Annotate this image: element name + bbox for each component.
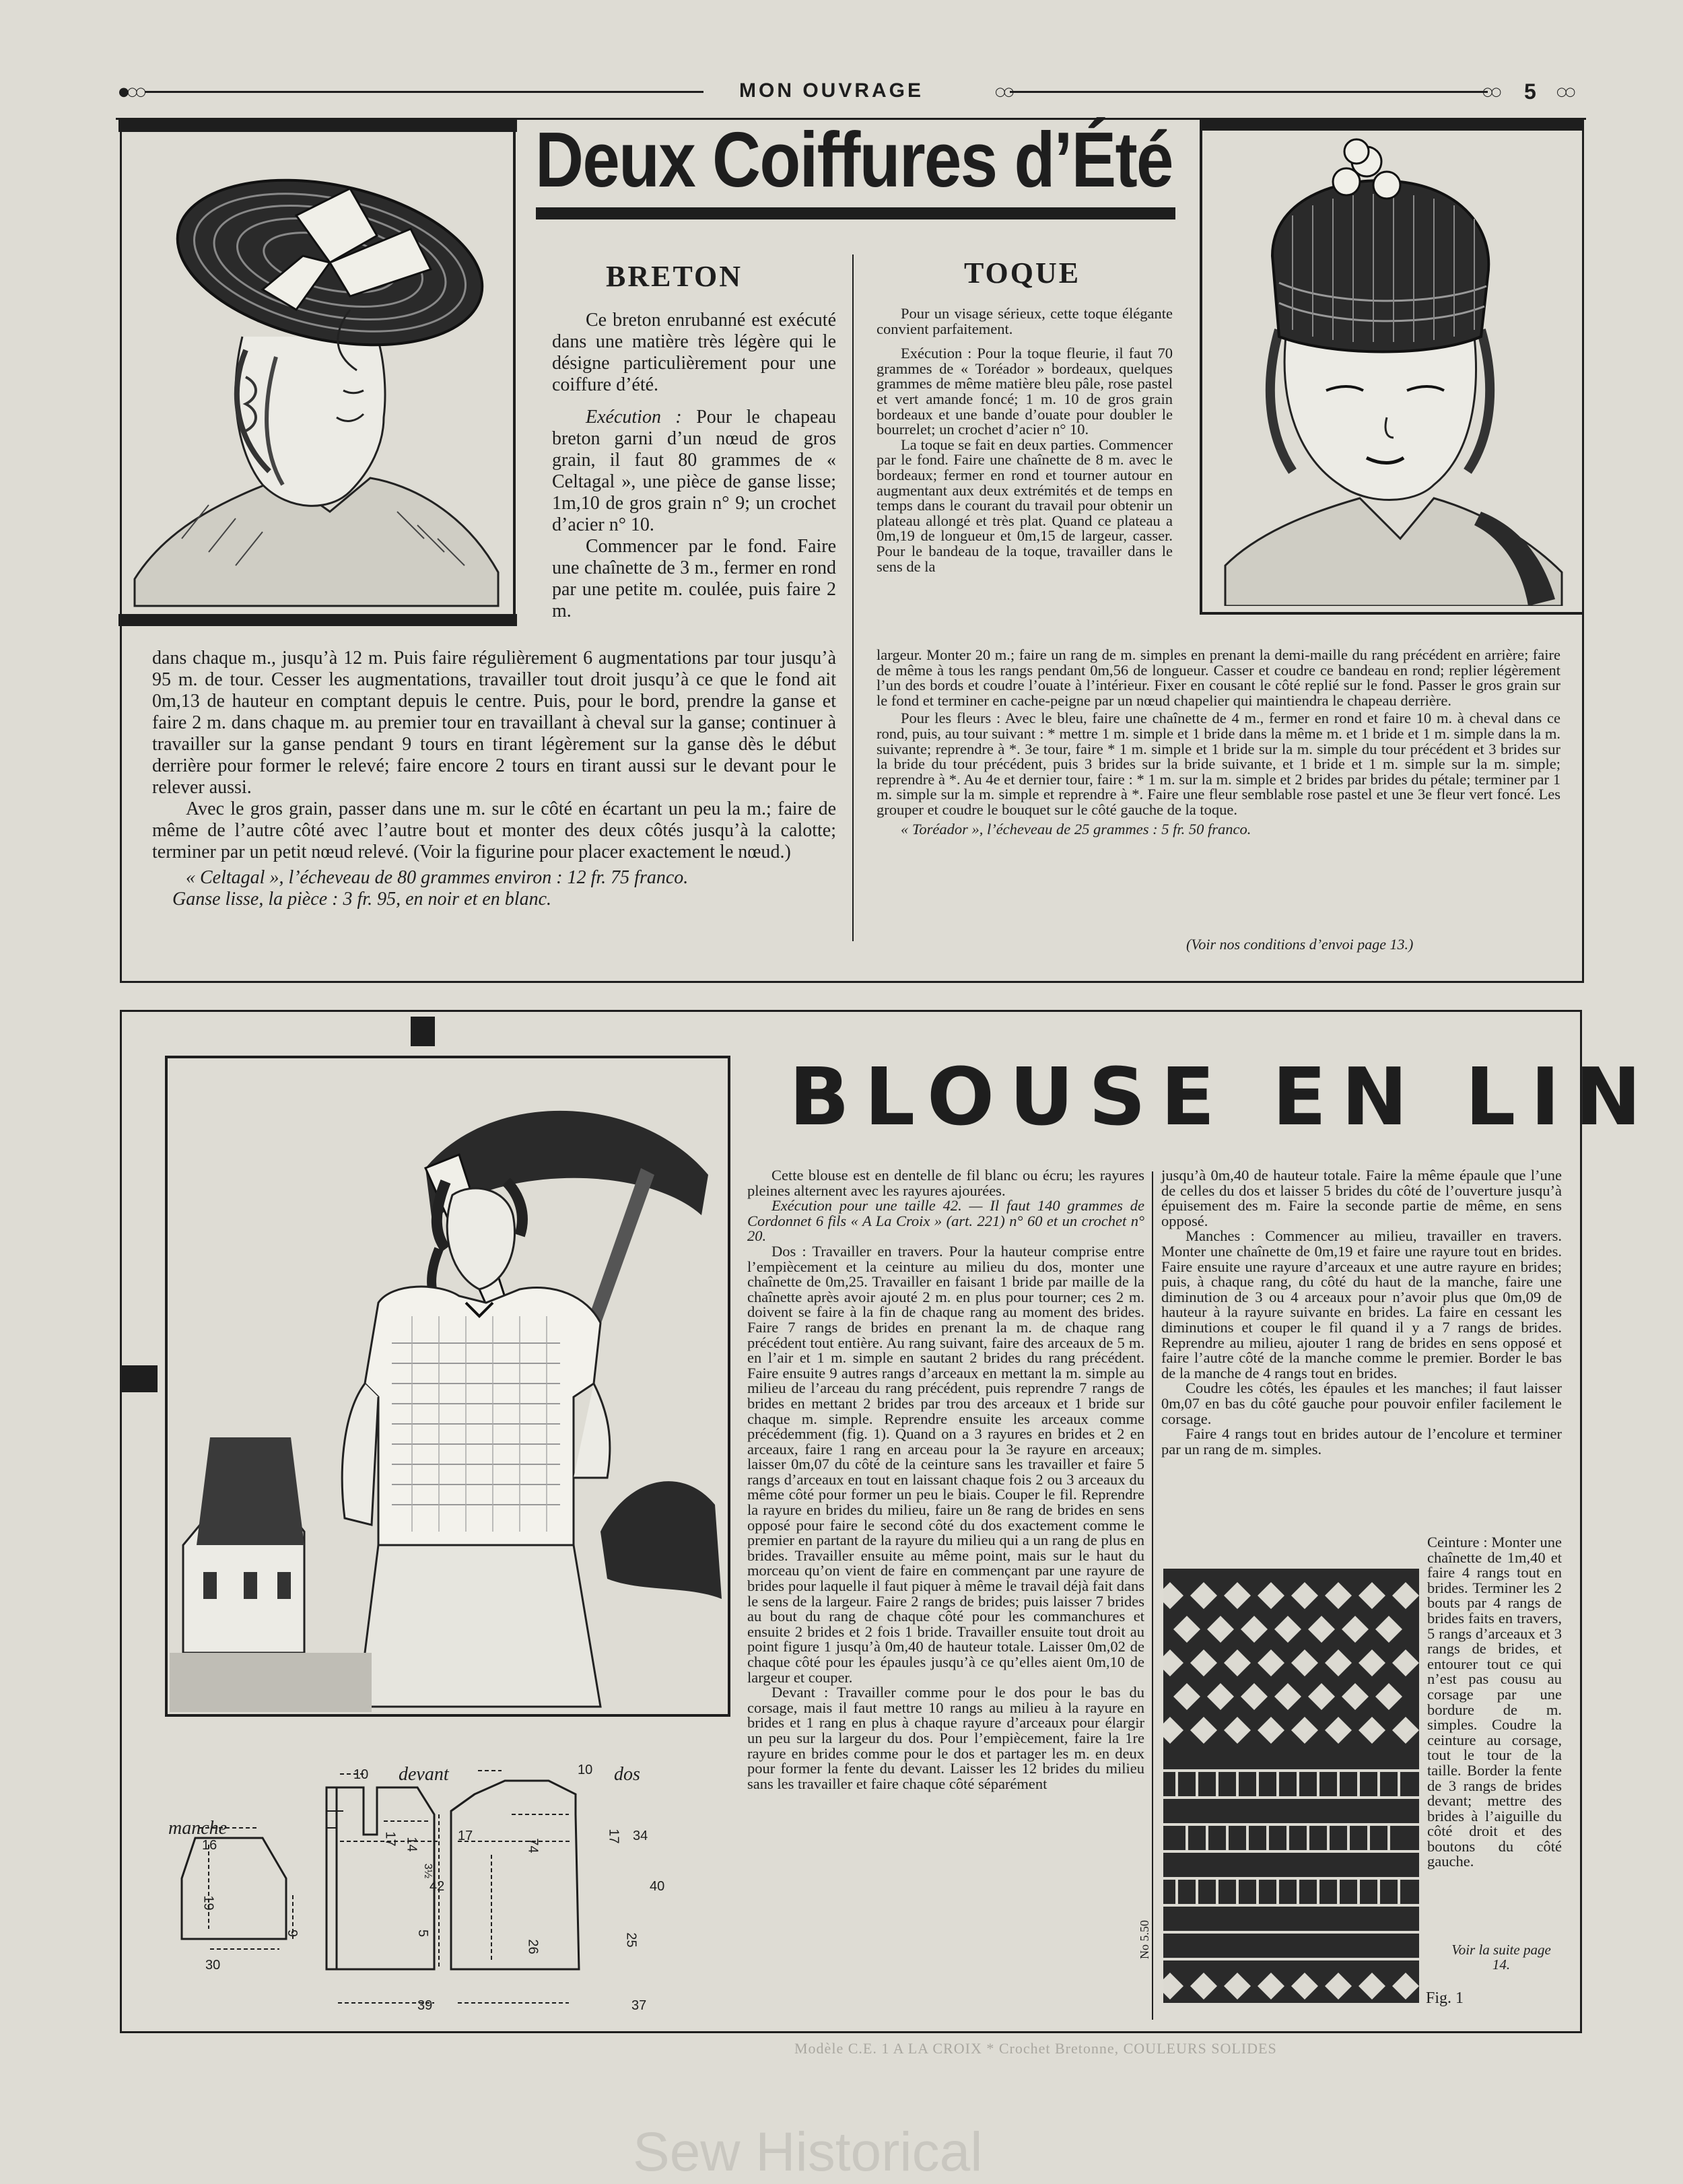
fig1-crochet-swatch [1163, 1569, 1419, 2003]
dos-dim-c: 34 [633, 1829, 648, 1843]
devant-dim-h: 26 [525, 1939, 541, 1954]
article2-left-rule [120, 1010, 122, 2033]
blouse-col2-p3: Coudre les côtés, les épaules et les manches; il faut laisser 0m,07 en bas du côté gauche pour pouvoir enfiler facilement le corsage. [1161, 1379, 1562, 1427]
breton-frame-bottom [118, 614, 517, 626]
dos-dim-a: 10 [578, 1763, 593, 1777]
blouse-col1-p2: Exécution pour une taille 42. — Il faut 140 grammes de Cordonnet 6 fils « A La Croix » (art. 221) n° 60 et un crochet n° 20. [747, 1197, 1144, 1245]
blouse-col2-p5: Ceinture : Monter une chaînette de 1m,40 et faire 4 rangs tout en brides. Terminer les 2 bouts par 4 rangs de brides faits en travers, 5 rangs d’arceaux et 3 rangs de brides, et entourer tout ce qui n’est pas cousu au corsage par une bordure de m. simples. Coudre la ceinture au corsage, tout le tour de la taille. Border la fente de 3 rangs de brides devant; mettre des brides à l’aiguille du côté droit et des boutons du côté gauche. [1427, 1534, 1562, 1870]
devant-piece [337, 1787, 434, 1969]
toque-frame-left [1200, 120, 1202, 615]
devant-dim-i: 39 [417, 1998, 433, 2013]
devant-dim-j: 74 [525, 1838, 541, 1853]
toque-lower-text [877, 648, 1560, 837]
blouse-col2-top [1161, 1168, 1562, 1457]
header-rule-right [1010, 91, 1488, 93]
article2-bottom-rule [120, 2031, 1582, 2033]
breton-lower-text [152, 648, 836, 910]
dos-piece [451, 1781, 579, 1969]
fig1-side-label: No 5.50 [1138, 1920, 1151, 1959]
toque-exec: Exécution : Pour la toque fleurie, il faut 70 grammes de « Toréador » bordeaux, quelques grammes de même matière bleu pâle, rose pastel et vert amande foncé; 1 m. 10 de gros grain bordeaux et une bande d’ouate pour doubler le bourrelet; un crochet d’acier n° 10. [877, 345, 1173, 438]
breton-p2-cont: dans chaque m., jusqu’à 12 m. Puis faire régulièrement 6 augmentations par tour jusqu’à 95 m. de tour. Cesser les augmentations, travailler tout droit jusqu’à ce que le fond ait 0m,13 de hauteur en comptant depuis le centre. Puis, pour le bord, prendre la ganse et faire 2 m. dans chaque m. au premier tour en travaillant à cheval sur la ganse; continuer à travailler sur la ganse pendant 9 tours en tirant légèrement sur la ganse dès le début derrière pour former le relevé; faire encore 2 tours en tirant aussi sur le devant pour le relever aussi. [152, 648, 836, 798]
manche-piece [182, 1838, 286, 1939]
ornament-square-top [411, 1017, 435, 1046]
breton-price1: « Celtagal », l’écheveau de 80 grammes environ : 12 fr. 75 franco. [186, 867, 689, 888]
breton-upper-text [552, 310, 836, 622]
toque-intro: Pour un visage sérieux, cette toque élégante convient parfaitement. [877, 305, 1173, 337]
toque-frame-top [1200, 120, 1583, 131]
toque-p3: Pour les fleurs : Avec le bleu, faire une chaînette de 4 m., fermer en rond et faire 10 m. à cheval dans ce rond, puis, au tour suivant : * mettre 1 m. simple et 1 bride dans la même m. et 1 bride et 1 m. simple dans la m. suivante; reprendre à *. 3e tour, faire * 1 m. simple et 1 bride sur la m. simple du tour précédent et 3 brides sur la bride du tour précédent, puis 3 brides sur la bride suivante, et 1 bride et 1 m. simple sur la m. simple; reprendre à *. Au 4e et dernier tour, faire : * 1 m. sur la m. simple et 2 brides par brides du pétale; terminer par 1 m. simple sur la m. simple et reprendre à *. Faire une fleur semblable rose pastel et une 3e fleur vert foncé. Les grouper et coudre le bouquet sur le côté gauche de la toque. [877, 710, 1560, 818]
toque-p2: La toque se fait en deux parties. Commencer par le fond. Faire une chaînette de 8 m. avec le bordeaux; fermer en rond et tourner autour en augmentant aux deux extrémités et de temps en temps dans le courant du travail pour obtenir un plateau allongé et très plat. Quand ce plateau a 0m,19 de longueur et 0m,15 de largeur, casser. Pour le bandeau de la toque, travailler dans le sens de la [877, 436, 1173, 575]
devant-dim-e: 17 [458, 1829, 473, 1843]
devant-dim-g: 5 [415, 1929, 431, 1938]
toque-note: (Voir nos conditions d’envoi page 13.) [1186, 936, 1414, 953]
blouse-col1-p3: Dos : Travailler en travers. Pour la hauteur comprise entre l’empiècement et la ceinture au milieu du dos, monter une chaînette de 0m,25. Travailler en faisant 1 bride par maille de la chaînette après avoir ajouté 2 m. en plus pour tourner; ces 2 m. doivent se faire à la fin de chaque rang au moment des brides. Faire 7 rangs de brides en prenant la m. de chaque rang précédent tout entière. Au rang suivant, faire des arceaux de 5 m. en l’air et 1 m. simple en sautant 2 brides du rang précédent. Faire ensuite 9 autres rangs d’arceaux en mettant la m. simple au milieu de l’arceau du rang précédent, puis reprendre 7 rangs de brides en mettant 2 brides par trou des arceaux et 1 bride sur chaque m. simple. Reprendre ensuite les arceaux comme précédemment (fig. 1). Quand on a 3 rayures en brides et 2 en arceaux, faire 1 rang en arceau pour la 3e rayure en arceaux; laisser 0m,07 du côté de la ceinture sans les travailler et faire 5 rangs d’arceaux en tout en laissant chaque fois 2 ou 3 arceaux du même côté pour former un peu le biais. Couper le fil. Reprendre la rayure en brides du milieu, faire un 8e rang de brides en sens opposé pour faire le second côté du dos exactement comme le premier en partant de la rayure du milieu qui a un rang de plus en brides. Travailler ensuite au même point, mais sur le haut du morceau qu’on vient de faire en commençant par une rayure de brides pour laquelle il faut piquer à même le travail déjà fait dans le sens de la largeur. Faire 2 rangs de brides; puis laisser 7 brides au bout du rang de chaque côté pour les commanchures et ensuite 2 brides et 2 fois 1 bride. Travailler ensuite tout droit au point figure 1 jusqu’à 0m,40 de hauteur totale. Laisser 0m,02 de chaque côté pour les épaules jusqu’à ce qu’elles aient 0m,10 de largeur et couper. [747, 1242, 1144, 1686]
blouse-col1-p4: Devant : Travailler comme pour le dos pour le bas du corsage, mais il faut mettre 10 rangs au milieu à la rayure en brides et 1 rang en plus à chaque rayure d’arceaux pour élargir un peu sur la largeur du dos. Pour l’empiècement, faire la 1re rayure en brides comme pour le dos et partager les m. en deux pour former la fente du devant. Laisser les 12 brides du milieu sans les travailler et faire chaque côté séparément [747, 1684, 1144, 1792]
toque-frame-bottom [1200, 612, 1583, 615]
breton-p3: Avec le gros grain, passer dans une m. sur le côté en écartant un peu la m.; faire de même de l’autre côté avec l’autre bout et monter des deux côtés jusqu’à la calotte; terminer par un petit nœud relevé. (Voir la figurine pour placer exactement le nœud.) [152, 798, 836, 862]
dos-dim-d: 40 [650, 1879, 665, 1894]
header-dots-left: ●○○ [118, 85, 145, 99]
breton-hat-illustration [128, 135, 508, 609]
breton-frame-right [513, 120, 516, 625]
breton-intro: Ce breton enrubanné est exécuté dans une matière très légère qui le désigne particulièrement pour une coiffure d’été. [552, 310, 836, 395]
article2-top-rule [120, 1010, 1582, 1012]
page-number: 5 [1524, 79, 1539, 104]
breton-price2: Ganse lisse, la pièce : 3 fr. 95, en noir et en blanc. [172, 889, 552, 910]
manche-dim-side: 9 [285, 1929, 300, 1938]
devant-dim-b: 17 [382, 1831, 398, 1847]
article1-bottom-rule [120, 981, 1584, 983]
running-title: MON OUVRAGE [739, 79, 924, 102]
header-dots-right: ○○ [1482, 85, 1500, 99]
breton-heading: BRETON [606, 260, 743, 293]
breton-p2: Commencer par le fond. Faire une chaînette de 3 m., fermer en rond par une petite m. coulée, puis faire 2 m. [552, 536, 836, 621]
header-dots-end: ○○ [1556, 85, 1574, 99]
title-underline [536, 207, 1175, 219]
dos-dim-f: 37 [631, 1998, 647, 2013]
devant-dim-f: 42 [430, 1879, 445, 1894]
footer-faded-line: Modèle C.E. 1 A LA CROIX * Crochet Bretonne, COULEURS SOLIDES [794, 2040, 1277, 2057]
header-dots-mid: ○○ [995, 85, 1012, 99]
dos-label: dos [614, 1764, 640, 1785]
breton-exec-text: Pour le chapeau breton garni d’un nœud de gros grain, il faut 80 grammes de « Celtagal », une pièce de ganse lisse; 1m,10 de gros grain n° 9; un crochet d’acier n° 10. [552, 407, 836, 535]
breton-exec-label: Exécution : [586, 407, 682, 428]
header-rule-left [145, 91, 703, 93]
blouse-col2-narrow [1427, 1535, 1562, 1870]
continue-note: Voir la suite page 14. [1451, 1942, 1551, 1973]
dos-dim-b: 17 [606, 1829, 621, 1844]
devant-dim-d: 3½ [422, 1863, 434, 1879]
fig1-label: Fig. 1 [1426, 1989, 1464, 2007]
sew-historical-watermark: Sew Historical [633, 2121, 983, 2183]
devant-dim-a: 10 [353, 1767, 369, 1782]
blouse-illustration [170, 1060, 726, 1712]
article2-title: BLOUSE EN LIN [789, 1050, 1657, 1143]
manche-dim-height: 19 [201, 1895, 216, 1911]
blouse-col2-p4: Faire 4 rangs tout en brides autour de l’encolure et terminer par un rang de m. simples. [1161, 1425, 1562, 1458]
breton-frame-top [118, 120, 517, 132]
dos-dim-e: 25 [623, 1932, 639, 1948]
devant-label: devant [399, 1764, 449, 1785]
toque-hat-illustration [1212, 135, 1575, 606]
blouse-col2-p1: jusqu’à 0m,40 de hauteur totale. Faire la même épaule que l’une de celles du dos et laisser 5 brides du côté de l’ouverture jusqu’à épuisement des m. Faire la seconde partie de même, en sens opposé. [1161, 1167, 1562, 1229]
toque-p2-cont: largeur. Monter 20 m.; faire un rang de m. simples en prenant la demi-maille du rang précédent en arrière; faire de même à tous les rangs pendant 0m,56 de longueur. Casser et coudre ce bandeau en rond; replier légèrement l’un des bords et coudre l’ouate à l’intérieur. Fixer en cousant le côté replié sur le fond. Passer le gros grain sur le fond et terminer en cache-peigne par un nœud chapelier qui maintiendra le chapeau derrière. [877, 646, 1560, 709]
article1-left-rule [120, 118, 122, 983]
article1-title: Deux Coiffures d’Été [535, 116, 1173, 203]
toque-upper-text [877, 306, 1173, 574]
manche-dim-top: 16 [202, 1838, 217, 1853]
column-divider-bottom [852, 632, 854, 941]
devant-dim-c: 14 [404, 1837, 419, 1852]
manche-label: manche [168, 1818, 228, 1839]
article1-right-rule [1582, 118, 1584, 983]
article2-right-rule [1580, 1010, 1582, 2033]
blouse-column-divider [1152, 1171, 1153, 2020]
manche-dim-bottom: 30 [205, 1958, 221, 1973]
blouse-col1-p1: Cette blouse est en dentelle de fil blanc ou écru; les rayures pleines alternent avec les rayures ajourées. [747, 1167, 1144, 1199]
ornament-square-left [120, 1365, 158, 1392]
blouse-col1 [747, 1168, 1144, 1791]
toque-price: « Toréador », l’écheveau de 25 grammes : 5 fr. 50 franco. [901, 820, 1251, 838]
column-divider-top [852, 254, 854, 632]
blouse-col2-p2: Manches : Commencer au milieu, travailler en travers. Monter une chaînette de 0m,19 et faire une rayure tout en brides. Faire ensuite une rayure d’arceaux et une autre rayure en brides; puis, à chaque rang, du côté du haut de la manche, faire une diminution de 3 ou 4 arceaux pour n’avoir plus que 0m,09 de hauteur à la rayure suivante en brides. La faire en cessant les diminutions et couper le fil quand il y a 7 rangs de brides. Reprendre au milieu, ajouter 1 rang de brides en sens opposé et faire l’autre côté de la manche comme le premier. Border le bas de la manche de 4 rangs tout en brides. [1161, 1227, 1562, 1381]
toque-heading: TOQUE [964, 257, 1081, 289]
